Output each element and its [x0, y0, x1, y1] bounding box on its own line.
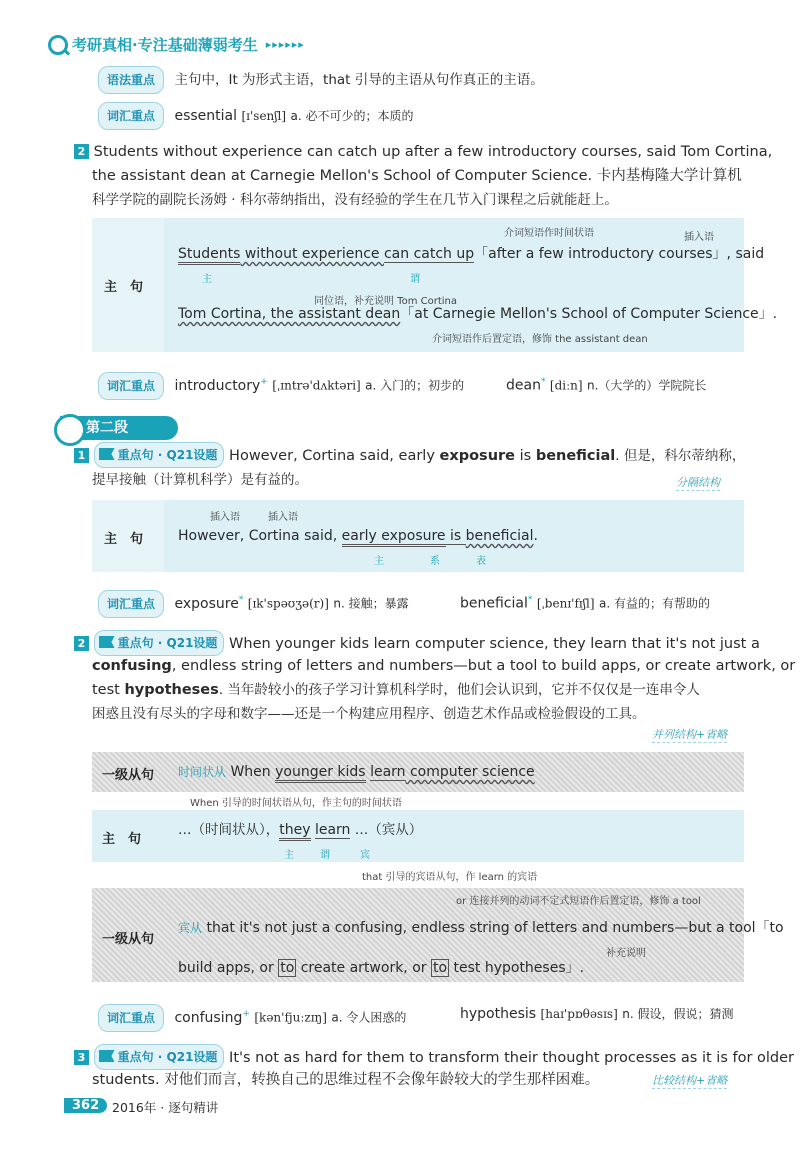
appositive: Tom Cortina, the assistant dean: [178, 306, 401, 322]
structure-tag: 分隔结构: [676, 476, 720, 489]
vocab-point-4: [98, 1002, 406, 1032]
flag-icon: [99, 636, 115, 648]
analysis-row: However, Cortina said, early exposure is beneficial.: [178, 524, 538, 548]
subject: Students: [178, 246, 240, 265]
p2-sentence-2-line-2: confusing, endless string of letters and numbers—but a tool to build apps, or create artwork, or: [92, 658, 796, 674]
vocab-phonetic: [diːn]: [549, 378, 583, 393]
vocab-point-1: [98, 102, 414, 130]
vocab-word-2: beneficial: [460, 595, 528, 612]
panel-label: 主 句: [104, 532, 144, 547]
header-title: 考研真相·专注基础薄弱考生: [72, 36, 258, 54]
sentence-text: Students without experience can catch up after a few introductory courses, said Tom Cortina,: [93, 144, 773, 160]
keyword: beneficial: [535, 448, 616, 464]
annotation-post-modifier: 介词短语作后置定语，修饰 the assistant dean: [432, 334, 648, 345]
structure-tag: 并列结构+省略: [652, 728, 728, 741]
p2-sentence-3-line-1: 3 重点句 · Q21设题 It's not as hard for them to transform their thought processes as it is for older: [74, 1044, 794, 1070]
grammar-tag: 语法重点: [98, 66, 164, 94]
sentence-number: 1: [74, 448, 89, 463]
predicate: can catch up: [383, 246, 475, 262]
object-clause-row-2: build apps, or to create artwork, or to test hypotheses」.: [178, 960, 585, 976]
to-marker: to: [280, 960, 295, 976]
vocab-point-3: [98, 588, 409, 618]
panel-label: 一级从句: [102, 768, 155, 783]
vocab-tag: 词汇重点: [98, 590, 164, 618]
section-title: 第二段: [86, 420, 128, 436]
clause-type-tag: 宾从: [178, 921, 203, 935]
object-clause-row-1: 宾从 that it's not just a confusing, endless string of letters and numbers—but a tool「to: [178, 920, 784, 936]
post-modifier: 「at Carnegie Mellon's School of Computer Science」.: [400, 306, 778, 322]
sentence-number: 3: [74, 1050, 89, 1065]
sentence-2-line-3: 科学学院的副院长汤姆 · 科尔蒂纳指出，没有经验的学生在几节入门课程之后就能赶上。: [92, 192, 618, 208]
adverbial-phrase: 「after a few introductory courses」, said: [474, 246, 765, 262]
label-subject: 主: [284, 850, 308, 861]
vocab-phonetic: [haɪ'pɒθəsɪs]: [540, 1007, 618, 1021]
key-sentence-tag: 重点句 · Q21设题: [94, 1044, 225, 1070]
vocab-mark: *: [527, 595, 533, 605]
key-sentence-tag: 重点句 · Q21设题: [94, 442, 225, 468]
modifier: without experience: [240, 246, 384, 262]
vocab-mark: *: [238, 595, 244, 605]
label-predicate: 谓: [410, 274, 434, 285]
vocab-point-3b: [460, 588, 710, 616]
sentence-2-line-2: the assistant dean at Carnegie Mellon's School of Computer Science. 卡内基梅隆大学计算机: [92, 168, 742, 184]
annotation-parenthesis-1: 插入语: [210, 512, 240, 523]
label-subject: 主: [374, 556, 398, 567]
predicative: beneficial: [465, 528, 534, 544]
label-object: 宾: [360, 850, 384, 861]
sentence-2-line-1: [74, 140, 772, 164]
panel-label: 主 句: [104, 280, 144, 295]
analysis-panel-3: [92, 752, 784, 990]
annotation-appositive: 同位语，补充说明 Tom Cortina: [314, 296, 458, 307]
analysis-row-2: [178, 302, 777, 326]
panel-label: 主 句: [102, 832, 142, 847]
vocab-word: essential: [174, 108, 238, 124]
vocab-definition: a. 入门的；初步的: [365, 378, 465, 393]
vocab-mark: *: [540, 377, 546, 387]
annotation-time-adverbial: 介词短语作时间状语: [504, 228, 594, 239]
analysis-panel-2: [92, 500, 744, 572]
p2-sentence-3-line-2: students. 对他们而言，转换自己的思维过程不会像年龄较大的学生那样困难。: [92, 1072, 600, 1088]
footer-title: 2016年 · 逐句精讲: [112, 1100, 219, 1115]
vocab-phonetic: [ˌɪntrə'dʌktəri]: [272, 378, 361, 393]
vocab-tag: 词汇重点: [98, 102, 164, 130]
annotation-parenthesis: 插入语: [684, 232, 714, 243]
vocab-definition: n. 假设，假说；猜测: [622, 1007, 734, 1021]
annotation-parenthesis-2: 插入语: [268, 512, 298, 523]
analysis-row-1: [178, 242, 764, 266]
vocab-point-2: [98, 370, 464, 400]
p2-sentence-2-line-1: 2 重点句 · Q21设题 When younger kids learn computer science, they learn that it's not just a: [74, 630, 760, 656]
vocab-mark: +: [260, 377, 268, 387]
flag-icon: [99, 448, 115, 460]
vocab-word-1: exposure: [174, 595, 239, 612]
p2-sentence-2-line-4: 困惑且没有尽头的字母和数字——还是一个构建应用程序、创造艺术作品或检验假设的工具。: [92, 706, 646, 722]
magnifier-icon: [48, 35, 68, 55]
keyword: exposure: [439, 448, 515, 464]
section-title-badge: [60, 416, 178, 440]
linking-verb: is: [445, 528, 466, 544]
keyword: hypotheses: [124, 682, 219, 698]
annotation-supplement: 补充说明: [606, 948, 646, 959]
keyword: confusing: [92, 658, 172, 674]
label-subject: 主: [202, 274, 226, 285]
vocab-mark: +: [242, 1009, 250, 1019]
p2-sentence-1-line-2: 提早接触（计算机科学）是有益的。: [92, 472, 308, 488]
vocab-definition: a. 有益的；有帮助的: [598, 596, 710, 611]
header-arrows-icon: ▸▸▸▸▸▸: [265, 38, 305, 51]
structure-tag: 比较结构+省略: [652, 1074, 728, 1087]
sentence-number: 2: [74, 636, 89, 651]
label-predicative: 表: [476, 556, 500, 567]
vocab-definition: a. 令人困惑的: [331, 1010, 407, 1025]
predicate: learn: [370, 764, 406, 780]
predicate: learn: [314, 822, 351, 838]
panel-label: 一级从句: [102, 932, 155, 947]
subject: they: [279, 822, 310, 841]
subject: younger kids: [275, 764, 365, 783]
vocab-word-1: introductory: [174, 377, 261, 394]
annotation-infinitive: or 连接并列的动词不定式短语作后置定语，修饰 a tool: [456, 896, 701, 907]
main-clause: …（时间状从），they learn …（宾从）: [178, 818, 422, 842]
analysis-panel-1: [92, 218, 778, 352]
grammar-text: 主句中，It 为形式主语，that 引导的主语从句作真正的主语。: [174, 72, 544, 88]
vocab-phonetic: [kən'fjuːzɪŋ]: [254, 1010, 327, 1025]
subject: early exposure: [342, 528, 446, 547]
grammar-point: [98, 66, 544, 94]
page-number: 362: [64, 1098, 107, 1113]
label-linking: 系: [430, 556, 454, 567]
page-header: [48, 34, 305, 55]
p2-sentence-2-line-3: test hypotheses. 当年龄较小的孩子学习计算机科学时，他们会认识到，它并不仅仅是一连串令人: [92, 682, 700, 698]
clause-type-tag: 时间状从: [178, 765, 227, 779]
flag-icon: [99, 1050, 115, 1062]
to-marker: to: [432, 960, 448, 976]
vocab-definition: n.（大学的）学院院长: [587, 378, 707, 393]
annotation-that-clause: that 引导的宾语从句，作 learn 的宾语: [362, 872, 538, 883]
vocab-point-4b: [460, 1002, 733, 1026]
label-predicate: 谓: [320, 850, 344, 861]
key-sentence-tag: 重点句 · Q21设题: [94, 630, 225, 656]
object: computer science: [405, 764, 535, 780]
vocab-definition: n. 接触；暴露: [333, 596, 409, 611]
vocab-phonetic: [ɪk'spəʊʒə(r)]: [247, 596, 329, 611]
vocab-phonetic: [ˌbenɪ'fɪʃl]: [536, 596, 595, 611]
vocab-point-2b: [506, 370, 706, 398]
p2-sentence-1-line-1: 1 重点句 · Q21设题 However, Cortina said, early exposure is beneficial. 但是，科尔蒂纳称，: [74, 442, 745, 468]
sentence-number: 2: [74, 144, 89, 159]
vocab-tag: 词汇重点: [98, 1004, 164, 1032]
vocab-tag: 词汇重点: [98, 372, 164, 400]
vocab-word-2: hypothesis: [460, 1006, 537, 1022]
clause-time: 时间状从 When younger kids learn computer science: [178, 760, 535, 784]
vocab-word-1: confusing: [174, 1009, 243, 1026]
annotation-when-clause: When 引导的时间状语从句，作主句的时间状语: [190, 798, 402, 809]
vocab-phonetic: [ɪ'senʃl]: [241, 109, 287, 123]
vocab-word-2: dean: [506, 377, 541, 394]
vocab-definition: a. 必不可少的；本质的: [290, 109, 414, 123]
